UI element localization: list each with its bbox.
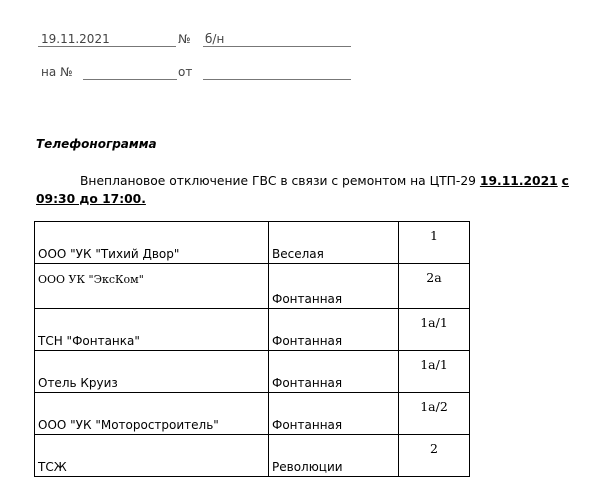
table-row [35, 264, 470, 309]
house-cell: 1а/2 [399, 393, 470, 435]
table-row [35, 222, 470, 264]
from-label: от [178, 65, 193, 79]
notice-paragraph [36, 172, 596, 208]
street-cell: Фонтанная [269, 351, 399, 393]
street-cell: Фонтанная [269, 264, 399, 309]
number-field [203, 32, 351, 47]
date-field [38, 32, 176, 47]
street-cell: Фонтанная [269, 309, 399, 351]
notice-date: 19.11.2021 [479, 174, 558, 188]
notice-time: с 09:30 до 17:00. [36, 174, 569, 206]
table-row [35, 309, 470, 351]
street-cell: Революции [269, 435, 399, 477]
notice-text: Внеплановое отключение ГВС в связи с ремонтом на ЦТП-29 [80, 174, 480, 188]
street-cell: Веселая [269, 222, 399, 264]
number-label: № [178, 32, 191, 46]
reply-number-field [83, 65, 177, 80]
house-cell: 2 [399, 435, 470, 477]
house-cell: 1а/1 [399, 351, 470, 393]
house-cell: 2а [399, 264, 470, 309]
org-cell: ТСЖ [35, 435, 269, 477]
street-cell: Фонтанная [269, 393, 399, 435]
date-value: 19.11.2021 [41, 32, 110, 46]
org-cell: ООО "УК "Тихий Двор" [35, 222, 269, 264]
document-title: Телефонограмма [36, 137, 157, 151]
table-row [35, 351, 470, 393]
table-row [35, 393, 470, 435]
house-cell: 1 [399, 222, 470, 264]
reply-number-label: на № [41, 65, 73, 79]
number-value: б/н [205, 32, 225, 46]
org-cell: ТСН "Фонтанка" [35, 309, 269, 351]
house-cell: 1а/1 [399, 309, 470, 351]
org-cell: ООО УК "ЭксКом" [35, 264, 269, 309]
table-row [35, 435, 470, 477]
org-cell: Отель Круиз [35, 351, 269, 393]
from-field [203, 65, 351, 80]
org-cell: ООО "УК "Моторостроитель" [35, 393, 269, 435]
address-table [34, 221, 470, 477]
